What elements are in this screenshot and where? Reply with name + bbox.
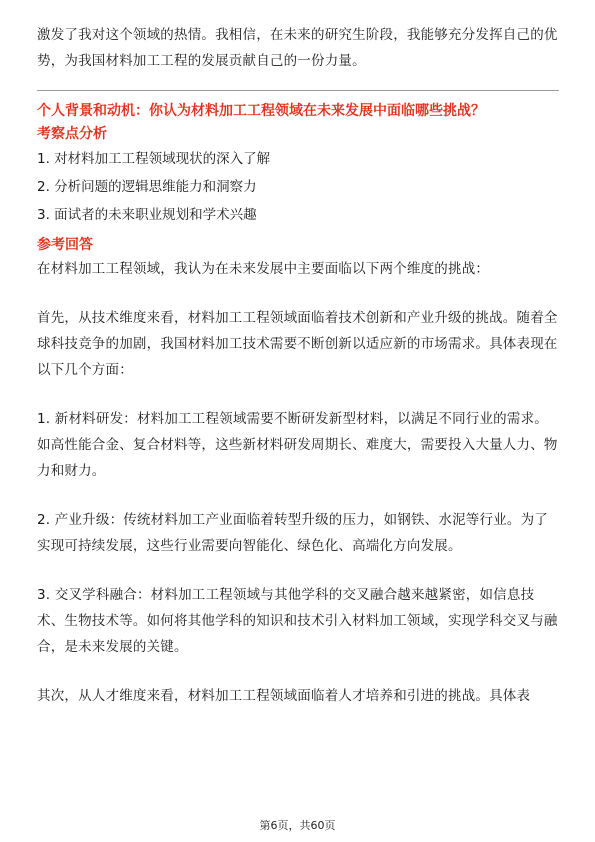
paragraph-gap bbox=[37, 559, 559, 582]
paragraph-gap bbox=[37, 383, 559, 406]
question-title: 个人背景和动机：你认为材料加工工程领域在未来发展中面临哪些挑战？ bbox=[37, 103, 485, 119]
document-page bbox=[37, 22, 559, 709]
answer-paragraph: 1. 新材料研发：材料加工工程领域需要不断研发新型材料，以满足不同行业的需求。如高性能合金、复合材料等，这些新材料研发周期长、难度大，需要投入大量人力、物力和财力。 bbox=[37, 411, 558, 479]
paragraph-gap bbox=[37, 660, 559, 683]
analysis-point: 2. 分析问题的逻辑思维能力和洞察力 bbox=[37, 179, 257, 195]
section-divider bbox=[37, 90, 559, 91]
analysis-heading: 考察点分析 bbox=[37, 126, 107, 142]
answer-paragraph: 2. 产业升级：传统材料加工产业面临着转型升级的压力，如钢铁、水泥等行业。为了实现可持续发展，这些行业需要向智能化、绿色化、高端化方向发展。 bbox=[37, 512, 548, 554]
answer-paragraph: 首先，从技术维度来看，材料加工工程领域面临着技术创新和产业升级的挑战。随着全球科技竞争的加剧，我国材料加工技术需要不断创新以适应新的市场需求。具体表现在以下几个方面： bbox=[37, 310, 558, 378]
answer-paragraph: 其次，从人才维度来看，材料加工工程领域面临着人才培养和引进的挑战。具体表 bbox=[37, 688, 531, 704]
analysis-point: 3. 面试者的未来职业规划和学术兴趣 bbox=[37, 207, 257, 223]
analysis-point: 1. 对材料加工工程领域现状的深入了解 bbox=[37, 151, 271, 167]
page-number-footer: 第6页，共60页 bbox=[259, 819, 336, 832]
answer-heading: 参考回答 bbox=[37, 237, 93, 253]
intro-continuation: 激发了我对这个领域的热情。我相信，在未来的研究生阶段，我能够充分发挥自己的优势，为我国材料加工工程的发展贡献自己的一份力量。 bbox=[37, 27, 558, 69]
paragraph-gap bbox=[37, 282, 559, 305]
paragraph-gap bbox=[37, 484, 559, 507]
answer-paragraph: 3. 交叉学科融合：材料加工工程领域与其他学科的交叉融合越来越紧密，如信息技术、生物技术等。如何将其他学科的知识和技术引入材料加工领域，实现学科交叉与融合，是未来发展的关键。 bbox=[37, 587, 558, 655]
answer-paragraph: 在材料加工工程领域，我认为在未来发展中主要面临以下两个维度的挑战： bbox=[37, 261, 490, 277]
